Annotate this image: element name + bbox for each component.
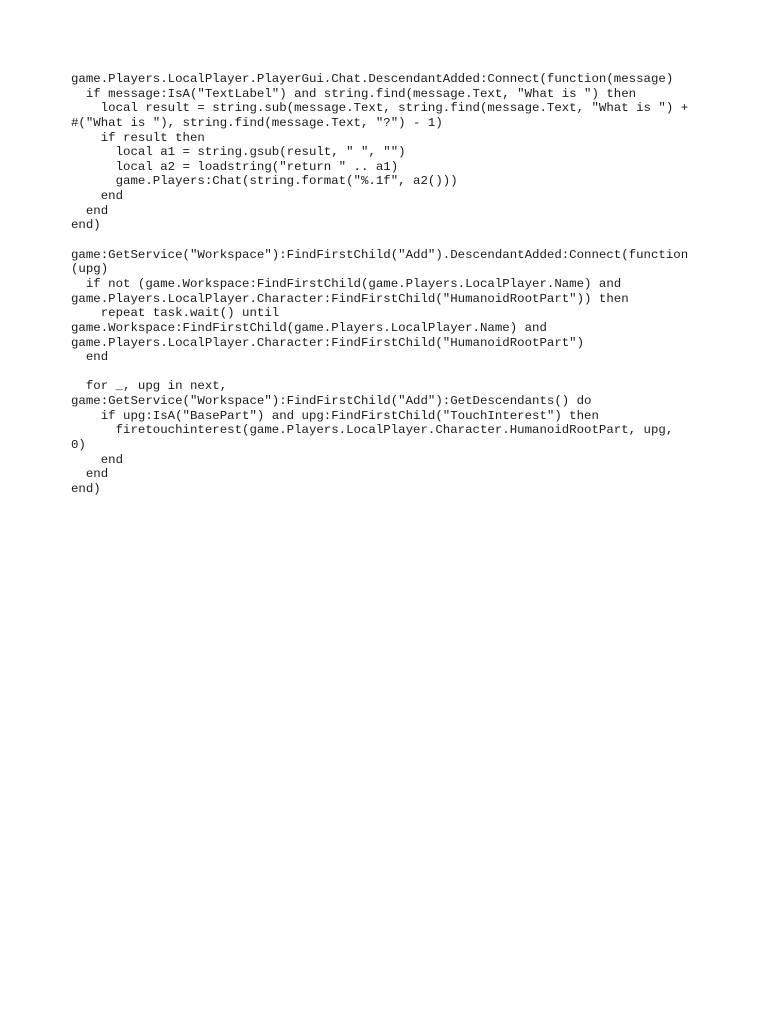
code-line: game.Players:Chat(string.format("%.1f", a2()))	[71, 174, 458, 189]
code-line: end	[71, 467, 109, 482]
code-line: game.Workspace:FindFirstChild(game.Players.LocalPlayer.Name) and	[71, 320, 547, 335]
code-line: local a1 = string.gsub(result, " ", "")	[71, 145, 406, 160]
code-line: if message:IsA("TextLabel") and string.find(message.Text, "What is ") then	[71, 86, 637, 101]
code-line: repeat task.wait() until	[71, 306, 280, 321]
code-line: for _, upg in next,	[71, 379, 228, 394]
code-line: (upg)	[71, 262, 109, 277]
code-line: if not (game.Workspace:FindFirstChild(game.Players.LocalPlayer.Name) and	[71, 276, 622, 291]
code-line: end	[71, 189, 124, 204]
code-line: firetouchinterest(game.Players.LocalPlayer.Character.HumanoidRootPart, upg,	[71, 423, 674, 438]
code-line: end	[71, 203, 109, 218]
code-line: if upg:IsA("BasePart") and upg:FindFirstChild("TouchInterest") then	[71, 408, 599, 423]
code-line: game.Players.LocalPlayer.PlayerGui.Chat.DescendantAdded:Connect(function(message)	[71, 72, 674, 86]
blank-line	[71, 233, 711, 248]
code-line: end	[71, 452, 124, 467]
code-block	[71, 72, 711, 497]
code-line: #("What is "), string.find(message.Text, "?") - 1)	[71, 115, 443, 130]
code-line: local a2 = loadstring("return " .. a1)	[71, 159, 399, 174]
code-line: game:GetService("Workspace"):FindFirstChild("Add"):GetDescendants() do	[71, 394, 592, 409]
code-line: game.Players.LocalPlayer.Character:FindFirstChild("HumanoidRootPart")	[71, 335, 585, 350]
code-line: local result = string.sub(message.Text, string.find(message.Text, "What is ") +	[71, 101, 689, 116]
code-line: end)	[71, 218, 101, 233]
code-line: end)	[71, 481, 101, 496]
blank-line	[71, 365, 711, 380]
code-line: game:GetService("Workspace"):FindFirstChild("Add").DescendantAdded:Connect(function	[71, 247, 689, 262]
code-line: game.Players.LocalPlayer.Character:FindFirstChild("HumanoidRootPart")) then	[71, 291, 629, 306]
code-line: if result then	[71, 130, 205, 145]
code-line: end	[71, 350, 109, 365]
code-line: 0)	[71, 438, 86, 453]
